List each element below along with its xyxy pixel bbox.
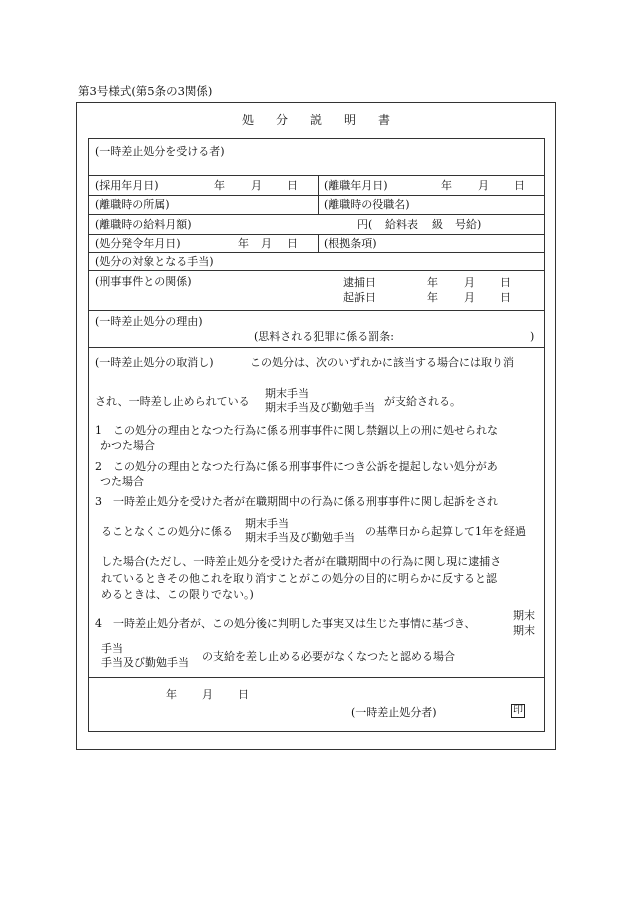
cancel-line2-post: が支給される。 bbox=[384, 395, 461, 408]
item4-option-b: 期末 bbox=[513, 624, 535, 637]
item2-line2: つた場合 bbox=[100, 475, 144, 488]
cancel-label: (一時差止処分の取消し) bbox=[95, 356, 214, 369]
footer-year: 年 bbox=[166, 688, 177, 701]
cancel-line2-pre: され、一時差し止められている bbox=[95, 395, 250, 408]
row-divider bbox=[88, 195, 545, 196]
leave-date-day: 日 bbox=[514, 179, 525, 192]
row-divider bbox=[88, 252, 545, 253]
arrest-year: 年 bbox=[427, 276, 438, 289]
row-divider bbox=[88, 214, 545, 215]
allowance-option-2: 期末手当及び勤勉手当 bbox=[265, 401, 375, 414]
column-divider bbox=[318, 175, 319, 215]
row-divider bbox=[88, 677, 545, 678]
allowance-option-1: 期末手当 bbox=[265, 387, 309, 400]
item3-line1: 3 一時差止処分を受けた者が在職期間中の行為に係る刑事事件に関し起訴をされ bbox=[95, 495, 498, 508]
hire-date-year: 年 bbox=[214, 179, 225, 192]
row-divider bbox=[88, 234, 545, 235]
item4-line1: 4 一時差止処分者が、この処分後に判明した事実又は生じた事情に基づき、 bbox=[95, 617, 476, 630]
leave-date-month: 月 bbox=[478, 179, 489, 192]
arrest-day: 日 bbox=[500, 276, 511, 289]
arrest-date-label: 逮捕日 bbox=[343, 276, 376, 289]
item3-line2-post: の基準日から起算して1年を経過 bbox=[365, 525, 526, 538]
salary-label: (離職時の給料月額) bbox=[95, 218, 192, 231]
cancel-intro: この処分は、次のいずれかに該当する場合には取り消 bbox=[250, 356, 514, 369]
hire-date-label: (採用年月日) bbox=[95, 179, 159, 192]
salary-table: 給料表 bbox=[385, 218, 418, 231]
item4-post: の支給を差し止める必要がなくなつたと認める場合 bbox=[202, 650, 455, 663]
department-label: (離職時の所属) bbox=[95, 198, 170, 211]
row-divider bbox=[88, 270, 545, 271]
issue-date-label: (処分発令年月日) bbox=[95, 237, 181, 250]
seal-mark: 印 bbox=[513, 705, 523, 716]
indict-month: 月 bbox=[464, 291, 475, 304]
item3-option-2: 期末手当及び勤勉手当 bbox=[245, 531, 355, 544]
footer-day: 日 bbox=[238, 688, 249, 701]
footer-month: 月 bbox=[202, 688, 213, 701]
item3-option-1: 期末手当 bbox=[245, 517, 289, 530]
item1-line2: かつた場合 bbox=[100, 439, 155, 452]
item4-option-a: 期末 bbox=[513, 609, 535, 622]
item3-line4: れているときその他これを取り消すことがこの処分の目的に明らかに反すると認 bbox=[101, 572, 497, 585]
hire-date-month: 月 bbox=[251, 179, 262, 192]
item1-line1: 1 この処分の理由となつた行為に係る刑事事件に関し禁錮以上の刑に処せられな bbox=[95, 424, 498, 437]
item3-line2-pre: ることなくこの処分に係る bbox=[101, 525, 233, 538]
issue-date-year: 年 bbox=[238, 237, 249, 250]
indict-year: 年 bbox=[427, 291, 438, 304]
arrest-month: 月 bbox=[464, 276, 475, 289]
recipient-label: (一時差止処分を受ける者) bbox=[95, 145, 225, 158]
row-divider bbox=[88, 175, 545, 176]
indict-day: 日 bbox=[500, 291, 511, 304]
document-title: 処分説明書 bbox=[241, 113, 412, 127]
reason-label: (一時差止処分の理由) bbox=[95, 315, 203, 328]
issuer-label: (一時差止処分者) bbox=[351, 706, 437, 719]
column-divider bbox=[318, 234, 319, 252]
row-divider bbox=[88, 347, 545, 348]
leave-date-label: (離職年月日) bbox=[324, 179, 388, 192]
criminal-case-label: (刑事事件との関係) bbox=[95, 275, 192, 288]
row-divider bbox=[88, 310, 545, 311]
basis-label: (根拠条項) bbox=[324, 237, 377, 250]
crime-clause-close: ) bbox=[530, 330, 535, 343]
hire-date-day: 日 bbox=[287, 179, 298, 192]
salary-grade: 級 bbox=[432, 218, 443, 231]
indict-date-label: 起訴日 bbox=[343, 291, 376, 304]
issue-date-month: 月 bbox=[261, 237, 272, 250]
item4-option-1-cont: 手当 bbox=[101, 642, 123, 655]
form-number-label: 第3号様式(第5条の3関係) bbox=[78, 84, 213, 98]
item2-line1: 2 この処分の理由となつた行為に係る刑事事件につき公訴を提起しない処分があ bbox=[95, 460, 498, 473]
allowance-label: (処分の対象となる手当) bbox=[95, 255, 214, 268]
item4-option-2-cont: 手当及び勤勉手当 bbox=[101, 656, 189, 669]
post-label: (離職時の役職名) bbox=[324, 198, 410, 211]
salary-step: 号給) bbox=[455, 218, 482, 231]
item3-line3: した場合(ただし、一時差止処分を受けた者が在職期間中の行為に関し現に逮捕さ bbox=[101, 555, 502, 568]
item3-line5: めるときは、この限りでない。) bbox=[101, 588, 254, 601]
crime-clause-label: (思料される犯罪に係る罰条: bbox=[254, 330, 394, 343]
leave-date-year: 年 bbox=[441, 179, 452, 192]
issue-date-day: 日 bbox=[287, 237, 298, 250]
salary-yen: 円( bbox=[357, 218, 373, 231]
